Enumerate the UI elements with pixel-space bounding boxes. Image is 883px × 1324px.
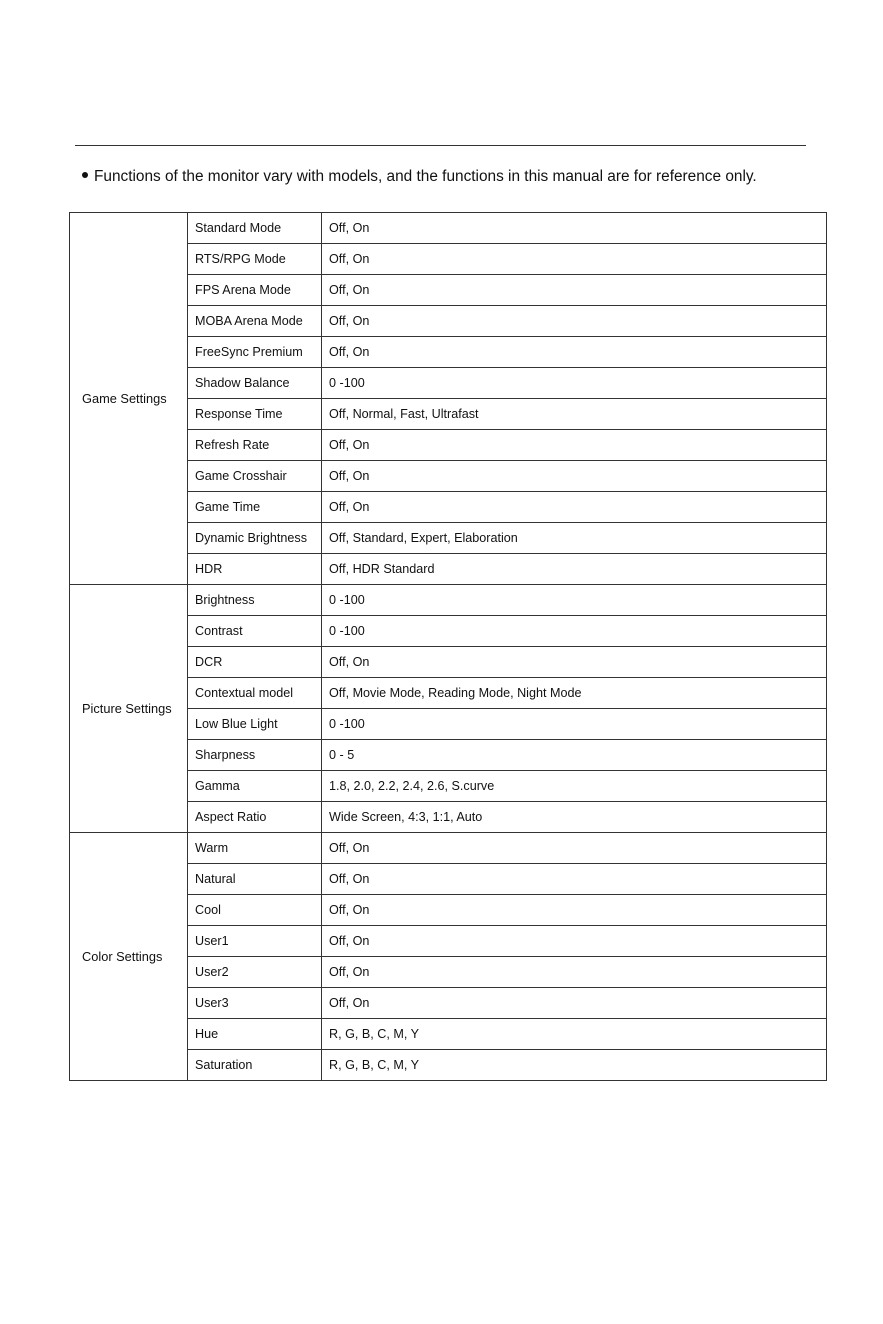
setting-name: Refresh Rate — [188, 430, 322, 461]
setting-options: Off, HDR Standard — [322, 554, 827, 585]
setting-name: Low Blue Light — [188, 709, 322, 740]
settings-table — [69, 212, 827, 1081]
setting-options: 0 -100 — [322, 709, 827, 740]
reference-note-text: Functions of the monitor vary with models, and the functions in this manual are for reference only. — [94, 168, 757, 185]
setting-options: Off, On — [322, 647, 827, 678]
table-row — [70, 833, 827, 864]
setting-options: 1.8, 2.0, 2.2, 2.4, 2.6, S.curve — [322, 771, 827, 802]
setting-name: FreeSync Premium — [188, 337, 322, 368]
setting-options: Off, On — [322, 275, 827, 306]
setting-name: Response Time — [188, 399, 322, 430]
header-rule — [75, 145, 806, 146]
setting-options: 0 -100 — [322, 616, 827, 647]
setting-name: Cool — [188, 895, 322, 926]
setting-options: Off, Normal, Fast, Ultrafast — [322, 399, 827, 430]
setting-name: HDR — [188, 554, 322, 585]
setting-name: Dynamic Brightness — [188, 523, 322, 554]
table-row — [70, 585, 827, 616]
setting-options: R, G, B, C, M, Y — [322, 1019, 827, 1050]
setting-options: Off, On — [322, 895, 827, 926]
setting-name: Warm — [188, 833, 322, 864]
setting-name: Shadow Balance — [188, 368, 322, 399]
setting-name: Gamma — [188, 771, 322, 802]
setting-name: Game Crosshair — [188, 461, 322, 492]
reference-note — [82, 166, 842, 188]
setting-options: 0 -100 — [322, 368, 827, 399]
setting-name: Contextual model — [188, 678, 322, 709]
setting-name: Contrast — [188, 616, 322, 647]
setting-options: Wide Screen, 4:3, 1:1, Auto — [322, 802, 827, 833]
group-label: Color Settings — [70, 833, 188, 1081]
group-label: Picture Settings — [70, 585, 188, 833]
setting-name: User1 — [188, 926, 322, 957]
bullet-icon — [82, 172, 88, 178]
setting-options: Off, On — [322, 833, 827, 864]
setting-options: Off, On — [322, 430, 827, 461]
setting-options: Off, On — [322, 492, 827, 523]
setting-name: MOBA Arena Mode — [188, 306, 322, 337]
setting-name: Game Time — [188, 492, 322, 523]
setting-name: User3 — [188, 988, 322, 1019]
setting-name: Aspect Ratio — [188, 802, 322, 833]
setting-name: FPS Arena Mode — [188, 275, 322, 306]
setting-name: RTS/RPG Mode — [188, 244, 322, 275]
setting-options: Off, Standard, Expert, Elaboration — [322, 523, 827, 554]
setting-options: Off, On — [322, 988, 827, 1019]
setting-options: Off, On — [322, 461, 827, 492]
setting-name: Brightness — [188, 585, 322, 616]
setting-options: Off, On — [322, 244, 827, 275]
setting-name: Sharpness — [188, 740, 322, 771]
setting-options: 0 - 5 — [322, 740, 827, 771]
table-row — [70, 213, 827, 244]
setting-options: 0 -100 — [322, 585, 827, 616]
setting-name: Natural — [188, 864, 322, 895]
setting-name: Hue — [188, 1019, 322, 1050]
setting-options: Off, On — [322, 213, 827, 244]
setting-options: Off, On — [322, 864, 827, 895]
setting-name: User2 — [188, 957, 322, 988]
setting-options: Off, On — [322, 957, 827, 988]
setting-options: Off, On — [322, 306, 827, 337]
setting-name: DCR — [188, 647, 322, 678]
setting-options: Off, On — [322, 926, 827, 957]
settings-table-body — [70, 213, 827, 1081]
setting-name: Saturation — [188, 1050, 322, 1081]
setting-name: Standard Mode — [188, 213, 322, 244]
group-label: Game Settings — [70, 213, 188, 585]
setting-options: Off, On — [322, 337, 827, 368]
setting-options: Off, Movie Mode, Reading Mode, Night Mode — [322, 678, 827, 709]
setting-options: R, G, B, C, M, Y — [322, 1050, 827, 1081]
